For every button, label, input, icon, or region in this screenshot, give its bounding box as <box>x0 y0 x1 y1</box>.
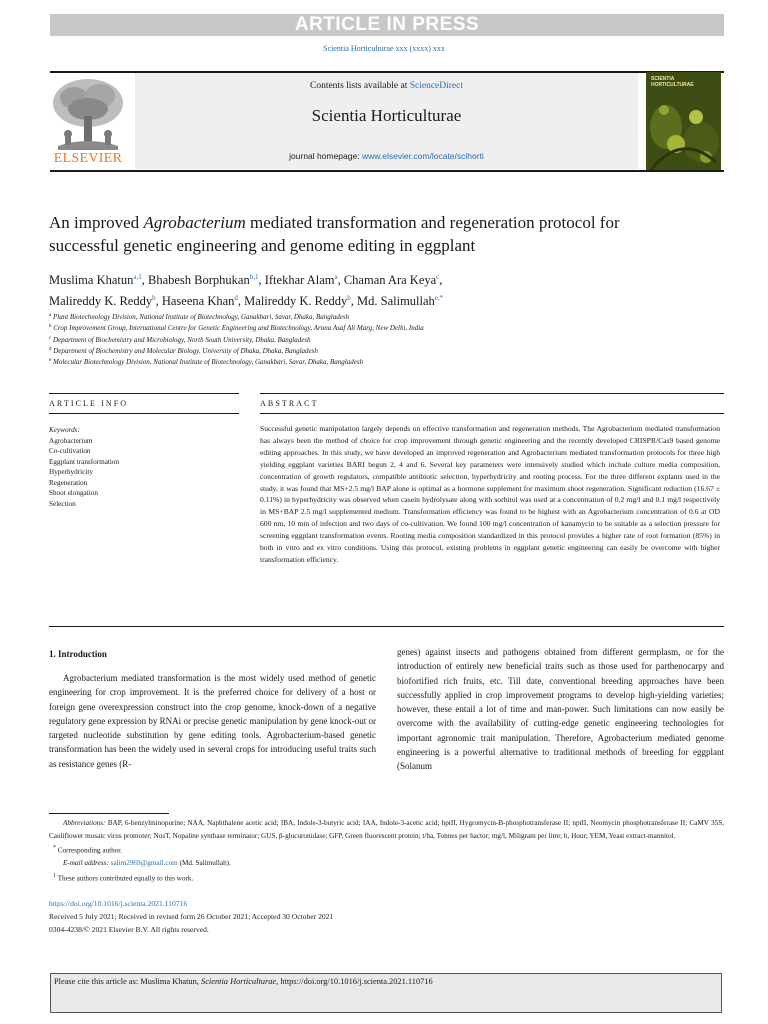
header-bottom-rule <box>50 170 724 172</box>
citation-text <box>54 977 433 986</box>
cover-title: SCIENTIA HORTICULTURAE <box>651 76 694 88</box>
elsevier-wordmark: ELSEVIER <box>53 151 123 166</box>
citation-journal: Scientia Horticulturae <box>201 977 277 986</box>
citation-prefix: Please cite this article as: Muslima Khatun, <box>54 977 201 986</box>
footnote-rule <box>49 813 169 814</box>
email-note <box>49 857 724 870</box>
email-label: E-mail address: <box>63 859 109 868</box>
corresponding-mark: * <box>53 845 56 852</box>
contents-availability-line <box>135 81 638 91</box>
keyword-item: Regeneration <box>49 478 88 487</box>
author-5[interactable]: Malireddy K. Reddy <box>49 293 153 308</box>
abbreviations-note <box>49 817 724 842</box>
author-4[interactable]: Chaman Ara Keya <box>343 273 437 287</box>
author-3-affil[interactable]: a <box>334 273 338 281</box>
introduction-heading: 1. Introduction <box>49 649 107 659</box>
citation-box <box>50 973 722 1013</box>
affiliation-text: Crop Improvement Group, International Centre for Genetic Engineering and Biotechnology, Aruna Asaf Ali Marg, New Delhi, India <box>53 324 424 333</box>
email-link[interactable]: salim2969@gmail.com <box>110 859 178 868</box>
author-7[interactable]: Malireddy K. Reddy <box>244 293 348 308</box>
abstract-bottom-rule <box>260 413 724 414</box>
received-dates: Received 5 July 2021; Received in revised form 26 October 2021; Accepted 30 October 2021 <box>49 911 334 921</box>
article-title <box>49 211 689 257</box>
title-italic: Agrobacterium <box>143 213 246 232</box>
journal-reference-link[interactable]: Scientia Horticulturae xxx (xxxx) xxx <box>323 44 445 53</box>
article-info-top-rule <box>49 393 239 394</box>
article-in-press-banner: ARTICLE IN PRESS <box>50 14 724 36</box>
author-6[interactable]: Haseena Khan <box>161 293 235 308</box>
homepage-prefix: journal homepage: <box>289 151 362 161</box>
equal-contribution-note <box>49 870 724 885</box>
corresponding-note <box>49 842 724 857</box>
article-info-heading: ARTICLE INFO <box>49 399 129 408</box>
abstract-top-rule <box>260 393 724 394</box>
affiliation-key: a <box>49 313 52 318</box>
abstract-end-rule <box>49 626 724 627</box>
publication-info <box>49 898 724 936</box>
keyword-list <box>49 425 219 509</box>
author-1-affil[interactable]: a,1 <box>133 273 142 281</box>
introduction-right-column: genes) against insects and pathogens obtained from different germplasm, or for the introduction of entirely new beneficial traits such as those used for parthenocarpy and biofortified rich fruits, etc. Till date, conventional breeding approaches have been successfully applied in crop improvement programs to develop high-yielding varieties; however, these entail a lot of time and man-power. Such limitations can now easily be overcome with the availability of cutting-edge genetic engineering technologies for important agronomic trait manipulation. Therefore, Agrobacterium mediated genome engineering is a powerful alternative to traditional methods of breeding for eggplant (Solanum <box>397 647 724 772</box>
affiliation-text: Plant Biotechnology Division, National Institute of Biotechnology, Ganakbari, Savar, Dhaka, Bangladesh <box>52 313 350 321</box>
affiliation-item <box>49 322 729 333</box>
affiliation-key: e <box>49 358 52 364</box>
author-3[interactable]: Iftekhar Alam <box>264 273 335 287</box>
doi-link[interactable]: https://doi.org/10.1016/j.scienta.2021.110716 <box>49 899 188 908</box>
author-7-affil[interactable]: b <box>347 293 351 302</box>
affiliation-text: Department of Biochemistry and Molecular Biology, University of Dhaka, Dhaka, Bangladesh <box>53 346 318 355</box>
abbreviations-label: Abbreviations: <box>63 819 106 827</box>
affiliation-item <box>49 311 729 322</box>
affiliation-list <box>49 311 729 367</box>
email-owner: (Md. Salimullah). <box>179 859 231 868</box>
abbreviations-text: BAP, 6-benzylminopurine; NAA, Naphthalene acetic acid; IBA, Indole-3-butyric acid; IAA, Indole-3-acetic acid; hptII, Hygromycin-B-phosphotransferase II; nptII, Neomycin phosphotransferase II; CaMV 35S, Cauliflower mosaic virus promoter; NosT, Nopaline synthase terminator; GUS, β-glucuronidase; GFP, Green fluorescent protein; t/ha, Tonnes per hactor; mg/l, Miligram per litre; h, Hour; YEM, Yeast extract-mannitol. <box>49 819 724 840</box>
introduction-left-column: Agrobacterium mediated transformation is the most widely used method of genetic engineering for crop improvement. It is the preferred choice for delivery of a host or foreign gene overexpression construct into the crop genome, knock-down of a negative regulatory gene expression by RNAi or precise genetic manipulation by gene knock-out or targeted nucleotide substitution by gene editing tools. Agrobacterium-based genetic transformation has been the widely used in several crops for introducing useful traits such as resistance genes (R- <box>49 673 376 769</box>
copyright-line: 0304-4238/© 2021 Elsevier B.V. All rights reserved. <box>49 924 209 934</box>
affiliation-item <box>49 345 729 356</box>
affiliation-key: d <box>49 346 52 352</box>
equal-contribution-mark: 1 <box>53 872 56 879</box>
author-2-affil[interactable]: b,1 <box>249 273 259 281</box>
author-2[interactable]: Bhabesh Borphukan <box>147 273 250 287</box>
author-1[interactable]: Muslima Khatun <box>49 273 134 287</box>
author-8[interactable]: Md. Salimullah <box>357 293 435 308</box>
keywords-heading: Keywords: <box>49 426 80 434</box>
journal-header-band <box>135 73 638 169</box>
journal-title: Scientia Horticulturae <box>311 106 462 125</box>
affiliation-item <box>49 334 729 345</box>
journal-homepage-line <box>135 151 638 161</box>
equal-contribution-text: These authors contributed equally to this work. <box>57 874 194 883</box>
journal-cover-image <box>646 72 721 170</box>
affiliation-text: Department of Biochemistry and Microbiology, North South University, Dhaka, Bangladesh <box>52 335 311 344</box>
abstract-text: Successful genetic manipulation largely depends on effective transformation and regeneration methods. The Agrobacterium mediated transformation has always been the method of choice for crop improvement through genetic engineering and the recently developed CRISPR/Cas9 based genome editing approaches. In this study, we have developed an improved regeneration and Agrobacterium mediated transformation protocols for three high yielding eggplant varieties BARI begun 2, 4 and 6. Several key parameters were intensively studied which include culture media composition, concentration of growth regulators, compatible antibiotic selection, hyperhydricity and rooting process. For the three different explants used in the study, it was found that MS+2.5 mg/l BAP alone is optimal as a hormone supplement for maximum shoot regeneration. Significant reduction (16.67 ± 0.11%) in hyperhydricity was observed when casein hydrolysate along with sorbitol was used at a concentration of 0.2 mg/l and 0.1 mg/l respectively in MS+BAP 2.5 mg/l supplemented medium. Transformation efficiency was found to be highest with an Agrobacterium concentration of 0.6 at OD 600 nm, 10 min of infection and two days of co-cultivation. We found 100 mg/l concentration of kanamycin to be suitable as a selection pressure for screening eggplant transformation events. Rooting media composition standardized in this protocol provides a higher rate of root formation (85%) in both in vitro and ex vitro conditions. Using this protocol, existing problems in eggplant genetic engineering can easily be overcome with higher transformation efficiency. <box>260 424 720 564</box>
contents-prefix: Contents lists available at <box>309 81 410 91</box>
keyword-item: Agrobacterium <box>49 436 93 445</box>
article-info-bottom-rule <box>49 413 239 414</box>
title-part-1: An improved <box>49 213 144 232</box>
affiliation-text: Molecular Biotechnology Division, National Institute of Biotechnology, Ganakbari, Savar, Dhaka, Bangladesh <box>52 358 364 367</box>
keyword-item: Eggplant transformation <box>49 457 120 466</box>
keyword-item: Hyperhydricity <box>49 468 93 476</box>
journal-homepage-link[interactable]: www.elsevier.com/locate/scihorti <box>361 151 484 161</box>
keyword-item: Selection <box>49 499 76 508</box>
title-part-2: mediated transformation and regeneration protocol for successful genetic engineering and genome editing in eggplant <box>49 213 620 255</box>
author-8-affil[interactable]: e,* <box>434 293 444 302</box>
footnotes <box>49 817 724 885</box>
affiliation-key: c <box>49 335 52 341</box>
citation-suffix[interactable]: , https://doi.org/10.1016/j.scienta.2021.110716 <box>276 977 433 986</box>
abstract-heading: ABSTRACT <box>260 399 319 408</box>
author-5-affil[interactable]: b <box>152 293 156 302</box>
author-6-affil[interactable]: d <box>234 293 238 302</box>
corresponding-text: Corresponding author. <box>57 846 123 855</box>
sciencedirect-link[interactable]: ScienceDirect <box>409 81 463 91</box>
keyword-item: Shoot elongation <box>49 489 98 497</box>
keyword-item: Co-cultivation <box>49 447 91 455</box>
affiliation-key: b <box>49 324 52 330</box>
affiliation-item <box>49 356 729 367</box>
author-4-affil[interactable]: c <box>436 273 440 281</box>
author-list: Muslima Khatun$^{a,1}$, Bhabesh Borphukan$^{b,1}$, Iftekhar Alam$^a$, Chaman Ara Keya$^c$, Malireddy K. Reddy$^b$, Haseena Khan$^d$, Malireddy K. Reddy$^b$, Md. Salimullah$^{e,*}$ <box>49 273 444 308</box>
